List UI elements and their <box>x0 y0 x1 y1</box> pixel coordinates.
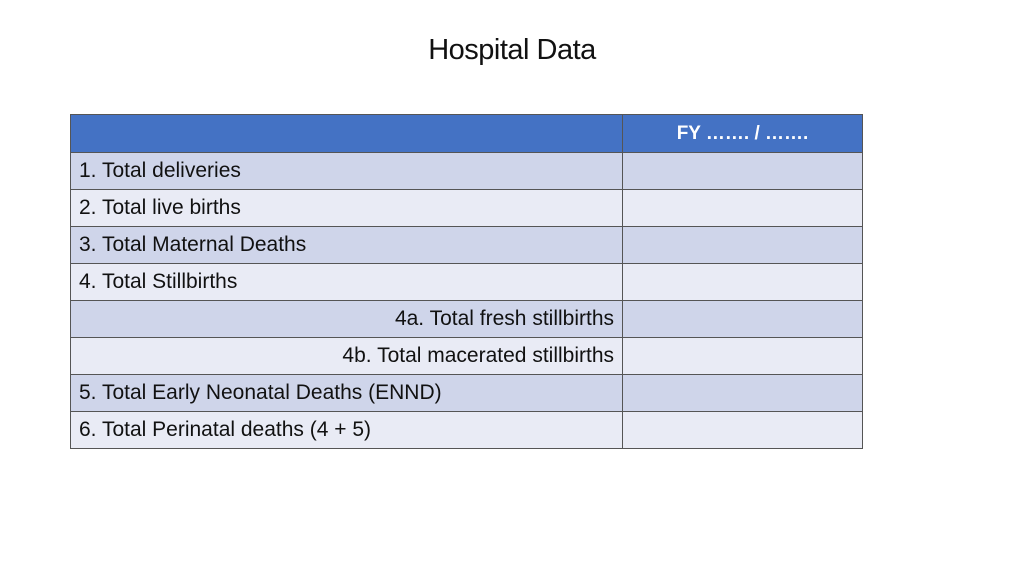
row-value <box>623 264 863 301</box>
row-label-subitem: 4a. Total fresh stillbirths <box>71 301 623 338</box>
row-value <box>623 338 863 375</box>
table-row <box>71 227 863 264</box>
row-label: 4. Total Stillbirths <box>71 264 623 301</box>
row-value <box>623 227 863 264</box>
table-row <box>71 412 863 449</box>
table-row <box>71 375 863 412</box>
page-title: Hospital Data <box>428 34 596 66</box>
table-row <box>71 190 863 227</box>
table-row <box>71 153 863 190</box>
row-value <box>623 375 863 412</box>
row-value <box>623 412 863 449</box>
row-label-subitem: 4b. Total macerated stillbirths <box>71 338 623 375</box>
table-header-row <box>71 115 863 153</box>
row-value <box>623 301 863 338</box>
row-value <box>623 190 863 227</box>
row-label: 3. Total Maternal Deaths <box>71 227 623 264</box>
table-row <box>71 301 863 338</box>
row-label: 5. Total Early Neonatal Deaths (ENND) <box>71 375 623 412</box>
row-value <box>623 153 863 190</box>
row-label: 6. Total Perinatal deaths (4 + 5) <box>71 412 623 449</box>
row-label: 1. Total deliveries <box>71 153 623 190</box>
table-row <box>71 264 863 301</box>
header-label-cell <box>71 115 623 153</box>
hospital-data-table <box>70 114 863 449</box>
table-row <box>71 338 863 375</box>
row-label: 2. Total live births <box>71 190 623 227</box>
header-fy-cell: FY ……. / ……. <box>623 115 863 153</box>
